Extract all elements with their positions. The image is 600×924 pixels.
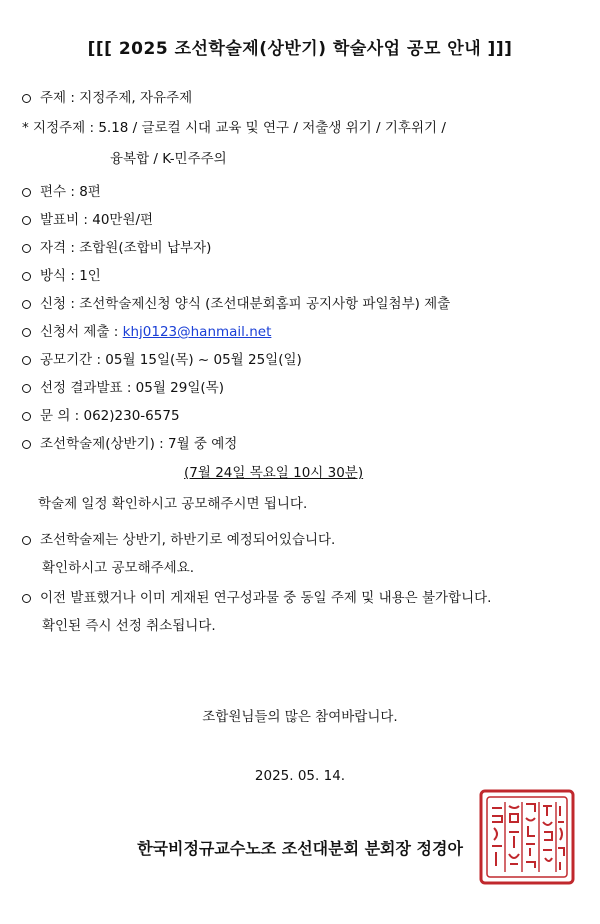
document-date: 2025. 05. 14. (254, 768, 346, 784)
eligibility-item: 자격 : 조합원(조합비 납부자) (22, 236, 211, 256)
bullet-icon (22, 412, 31, 421)
page-title: [[[ 2025 조선학술제(상반기) 학술사업 공모 안내 ]]] (87, 39, 513, 59)
bullet-icon (22, 328, 31, 337)
count-item: 편수 : 8편 (22, 180, 101, 200)
bullet-icon (22, 536, 31, 545)
fee-item: 발표비 : 40만원/편 (22, 208, 153, 228)
event-item: 조선학술제(상반기) : 7월 중 예정 (22, 432, 237, 452)
note2-line2: 확인된 즉시 선정 취소됩니다. (42, 618, 216, 634)
designated-topics-line1: * 지정주제 : 5.18 / 글로컬 시대 교육 및 연구 / 저출생 위기 / 기후위기 / (22, 120, 446, 136)
submit-item: 신청서 제출 : khj0123@hanmail.net (22, 320, 271, 340)
bullet-icon (22, 440, 31, 449)
note1-line2: 확인하시고 공모해주세요. (42, 560, 195, 576)
bullet-icon (22, 594, 31, 603)
note1-line1: 조선학술제는 상반기, 하반기로 예정되어있습니다. (22, 528, 335, 548)
application-item: 신청 : 조선학술제신청 양식 (조선대분회홈피 공지사항 파일첨부) 제출 (22, 292, 450, 312)
note2-line1: 이전 발표했거나 이미 게재된 연구성과물 중 동일 주제 및 내용은 불가합니다. (22, 586, 491, 606)
designated-topics-line2: 융복합 / K-민주주의 (110, 151, 227, 167)
contact-item: 문 의 : 062)230-6575 (22, 404, 180, 424)
period-item: 공모기간 : 05월 15일(목) ~ 05월 25일(일) (22, 348, 302, 368)
bullet-icon (22, 94, 31, 103)
bullet-icon (22, 244, 31, 253)
bullet-icon (22, 384, 31, 393)
bullet-icon (22, 188, 31, 197)
schedule-note: 학술제 일정 확인하시고 공모해주시면 됩니다. (38, 496, 308, 512)
topic-item: 주제 : 지정주제, 자유주제 (22, 86, 192, 106)
signature-line: 한국비정규교수노조 조선대분회 분회장 정경아 (137, 839, 463, 858)
method-item: 방식 : 1인 (22, 264, 101, 284)
bullet-icon (22, 356, 31, 365)
bullet-icon (22, 300, 31, 309)
result-item: 선정 결과발표 : 05월 29일(목) (22, 376, 224, 396)
bullet-icon (22, 216, 31, 225)
event-date: (7월 24일 목요일 10시 30분) (184, 465, 364, 481)
bullet-icon (22, 272, 31, 281)
email-link[interactable]: khj0123@hanmail.net (122, 324, 272, 340)
closing-message: 조합원님들의 많은 참여바랍니다. (202, 709, 398, 725)
